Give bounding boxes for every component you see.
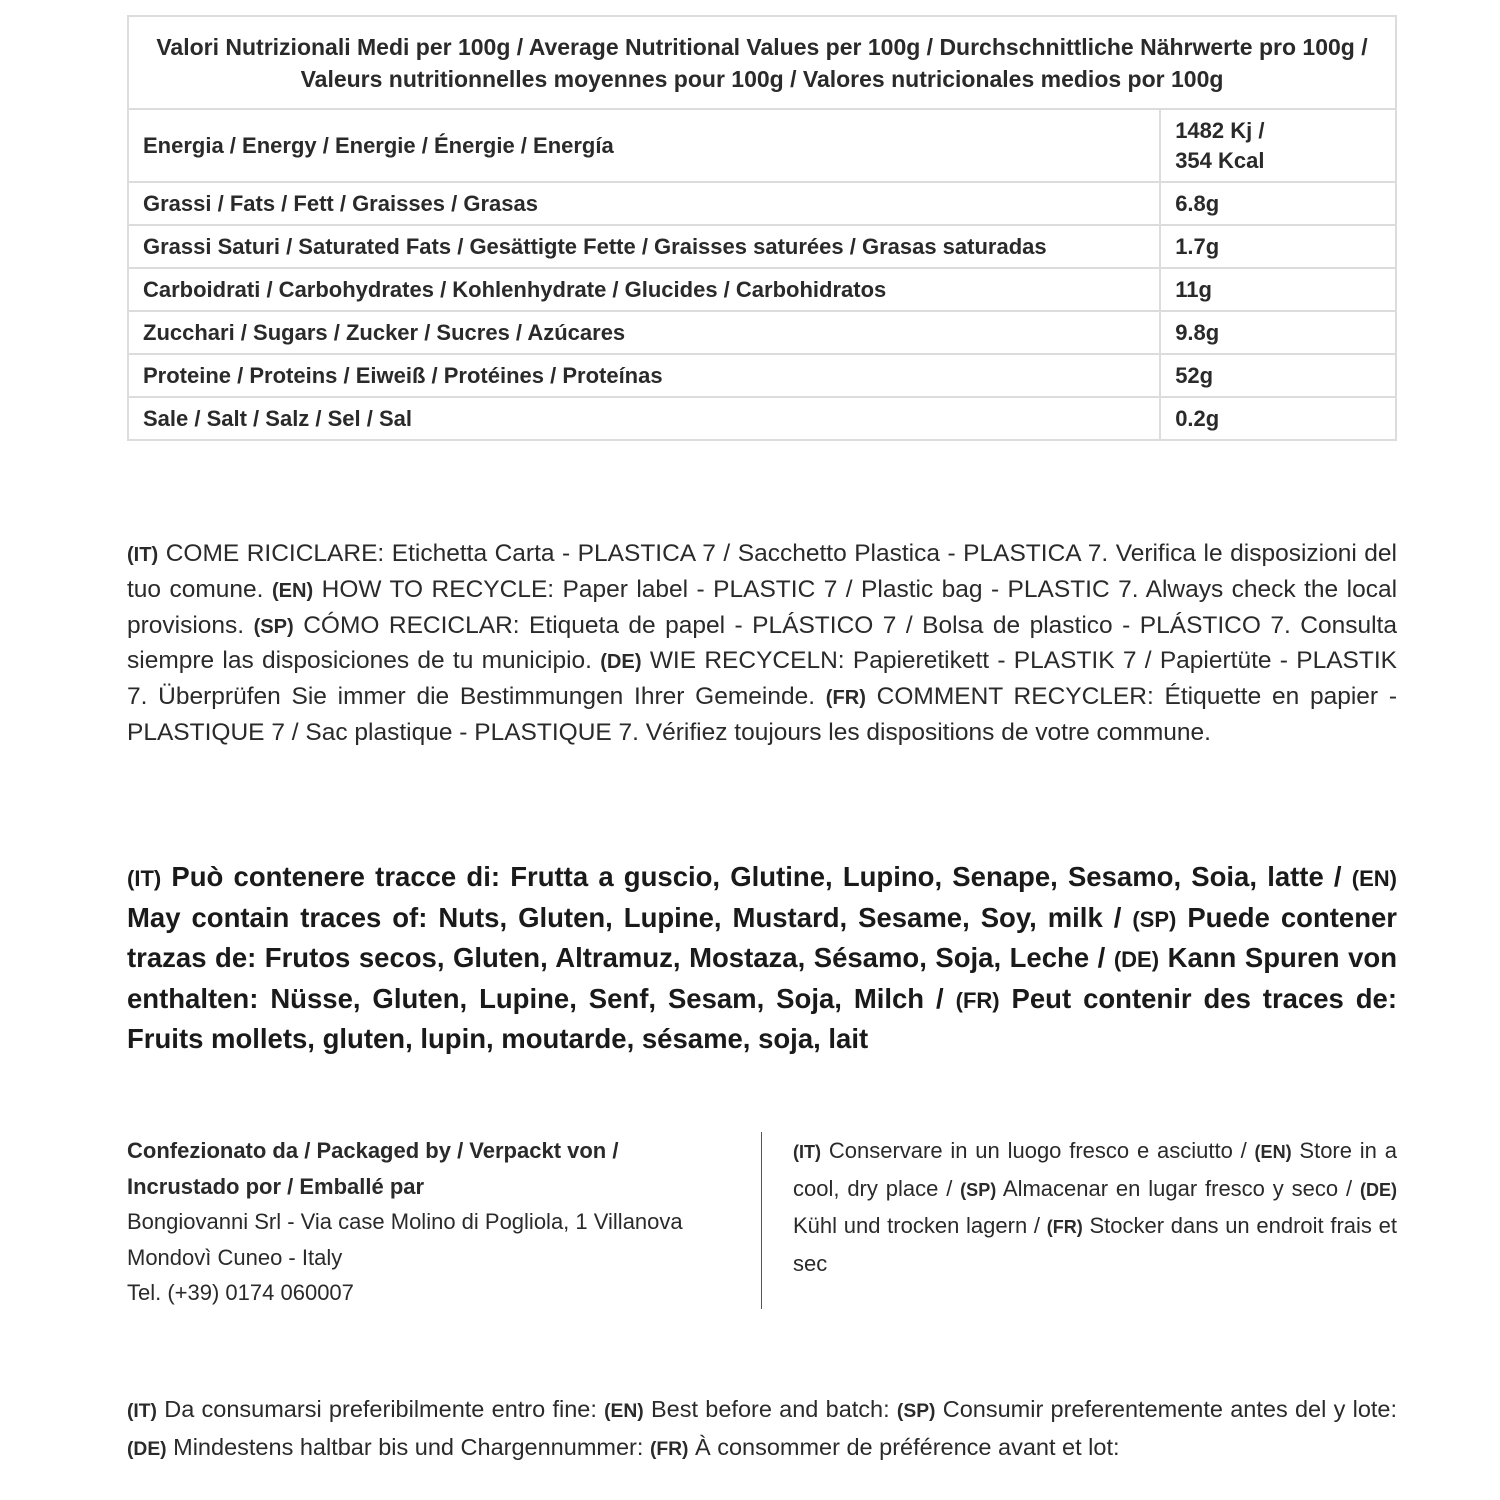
recycling-text: COME RICICLARE: Etichetta Carta - PLASTICA 7 / Sacchetto Plastica - PLASTICA 7. Verifica le disposizioni del tuo comune. bbox=[127, 540, 1397, 603]
language-tag: (IT) bbox=[127, 544, 159, 566]
language-tag: (DE) bbox=[127, 1438, 167, 1460]
nutrition-row-proteins bbox=[128, 354, 1396, 397]
language-tag: (SP) bbox=[253, 615, 294, 638]
nutrition-label: Grassi Saturi / Saturated Fats / Gesättigte Fette / Graisses saturées / Grasas saturadas bbox=[128, 225, 1160, 268]
language-tag: (SP) bbox=[896, 1401, 936, 1422]
nutrition-row-carbohydrates bbox=[128, 268, 1396, 311]
recycling-text: HOW TO RECYCLE: Paper label - PLASTIC 7 / Plastic bag - PLASTIC 7. Always check the local provisions. bbox=[127, 575, 1398, 639]
nutrition-table-header: Valori Nutrizionali Medi per 100g / Average Nutritional Values per 100g / Durchschnittliche Nährwerte pro 100g / Valeurs nutritionnelles moyennes pour 100g / Valores nutricionales medios por 100g bbox=[128, 16, 1396, 109]
packager-heading-line1: Confezionato da / Packaged by / Verpackt von / bbox=[127, 1138, 619, 1163]
packager-address-line1: Bongiovanni Srl - Via case Molino di Pogliola, 1 Villanova bbox=[127, 1209, 683, 1234]
best-before-text: Da consumarsi preferibilmente entro fine: bbox=[164, 1396, 597, 1422]
language-tag: (SP) bbox=[960, 1179, 997, 1200]
nutrition-value: 52g bbox=[1160, 354, 1396, 397]
language-tag: (FR) bbox=[825, 687, 866, 710]
best-before-text: Best before and batch: bbox=[651, 1396, 890, 1422]
nutrition-row-salt bbox=[128, 397, 1396, 440]
recycling-instructions bbox=[127, 537, 1397, 751]
storage-text: Conservare in un luogo fresco e asciutto / bbox=[828, 1138, 1247, 1163]
language-tag: (EN) bbox=[1254, 1142, 1292, 1162]
language-tag: (SP) bbox=[1132, 906, 1177, 932]
best-before-notice bbox=[127, 1392, 1397, 1467]
packager-phone: Tel. (+39) 0174 060007 bbox=[127, 1280, 354, 1305]
nutrition-value bbox=[1160, 109, 1396, 182]
recycling-text: COMMENT RECYCLER: Étiquette en papier - PLASTIQUE 7 / Sac plastique - PLASTIQUE 7. Vérifiez toujours les dispositions de votre commune. bbox=[127, 683, 1397, 746]
language-tag: (DE) bbox=[1113, 947, 1160, 972]
best-before-text: À consommer de préférence avant et lot: bbox=[694, 1433, 1120, 1460]
packager-info bbox=[127, 1133, 747, 1311]
nutrition-label: Zucchari / Sugars / Zucker / Sucres / Azúcares bbox=[128, 311, 1160, 354]
recycling-text: WIE RECYCELN: Papieretikett - PLASTIK 7 / Papiertüte - PLASTIK 7. Überprüfen Sie immer die Bestimmungen Ihrer Gemeinde. bbox=[127, 647, 1398, 711]
storage-text: Kühl und trocken lagern / bbox=[793, 1213, 1040, 1238]
storage-text: Almacenar en lugar fresco y seco / bbox=[1002, 1175, 1353, 1201]
storage-instructions bbox=[793, 1133, 1397, 1281]
allergen-text: Puede contener trazas de: Frutos secos, Gluten, Altramuz, Mostaza, Sésamo, Soja, Leche / bbox=[127, 901, 1397, 973]
nutrition-label: Energia / Energy / Energie / Énergie / Energía bbox=[128, 109, 1160, 182]
storage-text: Store in a cool, dry place / bbox=[793, 1138, 1397, 1201]
allergen-text: Kann Spuren von enthalten: Nüsse, Gluten, Lupine, Senf, Sesam, Soja, Milch / bbox=[127, 942, 1398, 1014]
packager-heading-line2: Incrustado por / Emballé par bbox=[127, 1173, 425, 1199]
nutrition-value: 0.2g bbox=[1160, 397, 1396, 440]
allergen-warning bbox=[127, 858, 1397, 1059]
nutrition-label: Proteine / Proteins / Eiweiß / Protéines / Proteínas bbox=[128, 354, 1160, 397]
storage-text: Stocker dans un endroit frais et sec bbox=[793, 1213, 1397, 1276]
language-tag: (IT) bbox=[127, 866, 162, 891]
nutrition-value: 9.8g bbox=[1160, 311, 1396, 354]
nutrition-row-saturated-fats bbox=[128, 225, 1396, 268]
nutrition-row-energy bbox=[128, 109, 1396, 182]
nutrition-table bbox=[127, 15, 1397, 441]
language-tag: (EN) bbox=[271, 579, 314, 602]
language-tag: (IT) bbox=[127, 1401, 157, 1422]
language-tag: (FR) bbox=[955, 987, 1000, 1013]
allergen-text: Peut contenir des traces de: Fruits mollets, gluten, lupin, moutarde, sésame, soja, lait bbox=[127, 982, 1398, 1054]
allergen-text: Può contenere tracce di: Frutta a guscio, Glutine, Lupino, Senape, Sesamo, Soia, latte / bbox=[171, 861, 1342, 892]
best-before-text: Mindestens haltbar bis und Chargennummer: bbox=[173, 1433, 644, 1460]
language-tag: (FR) bbox=[649, 1438, 689, 1460]
language-tag: (EN) bbox=[604, 1401, 644, 1422]
column-divider bbox=[761, 1132, 762, 1309]
language-tag: (DE) bbox=[600, 651, 642, 674]
language-tag: (FR) bbox=[1046, 1217, 1083, 1237]
nutrition-label: Grassi / Fats / Fett / Graisses / Grasas bbox=[128, 182, 1160, 225]
language-tag: (IT) bbox=[793, 1142, 822, 1162]
nutrition-value: 6.8g bbox=[1160, 182, 1396, 225]
language-tag: (EN) bbox=[1351, 866, 1397, 891]
nutrition-label: Sale / Salt / Salz / Sel / Sal bbox=[128, 397, 1160, 440]
nutrition-row-sugars bbox=[128, 311, 1396, 354]
energy-kcal-value: 354 Kcal bbox=[1175, 147, 1265, 173]
nutrition-label: Carboidrati / Carbohydrates / Kohlenhydrate / Glucides / Carbohidratos bbox=[128, 268, 1160, 311]
packager-address-line2: Mondovì Cuneo - Italy bbox=[127, 1244, 343, 1270]
nutrition-row-fats bbox=[128, 182, 1396, 225]
allergen-text: May contain traces of: Nuts, Gluten, Lupine, Mustard, Sesame, Soy, milk / bbox=[127, 901, 1122, 933]
nutrition-value: 1.7g bbox=[1160, 225, 1396, 268]
language-tag: (DE) bbox=[1359, 1179, 1397, 1200]
recycling-text: CÓMO RECICLAR: Etiqueta de papel - PLÁSTICO 7 / Bolsa de plastico - PLÁSTICO 7. Consulta siempre las disposiciones de tu municipio. bbox=[127, 611, 1397, 675]
energy-kj-value: 1482 Kj / bbox=[1175, 117, 1265, 143]
best-before-text: Consumir preferentemente antes del y lote: bbox=[942, 1396, 1398, 1422]
nutrition-value: 11g bbox=[1160, 268, 1396, 311]
